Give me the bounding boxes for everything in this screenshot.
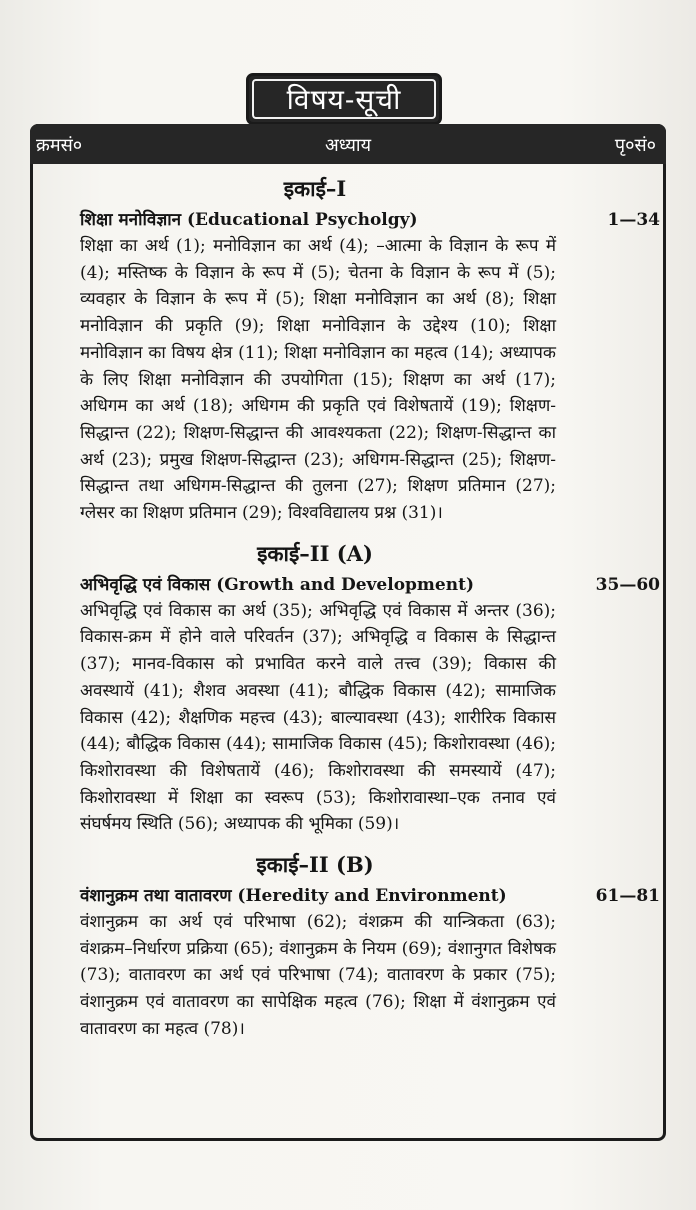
chapter-topics: शिक्षा का अर्थ (1); मनोविज्ञान का अर्थ (4); –आत्मा के विज्ञान के रूप में (4); मस्तिष्क के विज्ञान के रूप में (5); चेतना के विज्ञान के रूप में (5); व्यवहार के विज्ञान के रूप में (5); शिक्षा मनोविज्ञान का अर्थ (8); शिक्षा मनोविज्ञान की प्रकृति (9); शिक्षा मनोविज्ञान के उद्देश्य (10); शिक्षा मनोविज्ञान का विषय क्षेत्र (11); शिक्षा मनोविज्ञान का महत्व (14); अध्यापक के लिए शिक्षा मनोविज्ञान की उपयोगिता (15); शिक्षण का अर्थ (17); अधिगम का अर्थ (18); अधिगम की प्रकृति एवं विशेषतायें (19); शिक्षण-सिद्धान्त (22); शिक्षण-सिद्धान्त की आवश्यकता (22); शिक्षण-सिद्धान्त का अर्थ (23); प्रमुख शिक्षण-सिद्धान्त (23); अधिगम-सिद्धान्त (25); शिक्षण-सिद्धान्त तथा अधिगम-सिद्धान्त की तुलना (27); शिक्षण प्रतिमान (27); ग्लेसर का शिक्षण प्रतिमान (29); विश्वविद्यालय प्रश्न (31)। [80,236,556,524]
unit-section-2a [80,535,660,838]
chapter-page-range: 1—34 [607,210,660,230]
chapter-title: वंशानुक्रम तथा वातावरण (Heredity and Environment) [80,886,507,907]
unit-section-2b [80,846,660,1043]
chapter-topics: अभिवृद्धि एवं विकास का अर्थ (35); अभिवृद्धि एवं विकास में अन्तर (36); विकास-क्रम में होने वाले परिवर्तन (37); अभिवृद्धि व विकास के सिद्धान्त (37); मानव-विकास को प्रभावित करने वाले तत्त्व (39); विकास की अवस्थायें (41); शैशव अवस्था (41); बौद्धिक विकास (42); सामाजिक विकास (42); शैक्षणिक महत्त्व (43); बाल्यावस्था (43); शारीरिक विकास (44); बौद्धिक विकास (44); सामाजिक विकास (45); किशोरावस्था (46); किशोरावस्था की विशेषतायें (46); किशोरावस्था की समस्यायें (47); किशोरावस्था में शिक्षा का स्वरूप (53); किशोरावास्था–एक तनाव एवं संघर्षमय स्थिति (56); अध्यापक की भूमिका (59)। [80,600,556,835]
chapter-title-row [80,884,660,909]
chapter-topics: वंशानुक्रम का अर्थ एवं परिभाषा (62); वंशक्रम की यान्त्रिकता (63); वंशक्रम–निर्धारण प्रक्रिया (65); वंशानुक्रम के नियम (69); वंशानुगत विशेषक (73); वातावरण का अर्थ एवं परिभाषा (74); वातावरण के प्रकार (75); वंशानुक्रम एवं वातावरण का सापेक्षिक महत्व (76); शिक्षा में वंशानुक्रम एवं वातावरण का महत्व (78)। [80,912,556,1039]
spacer [80,838,660,846]
unit-heading: इकाई–II (A) [257,540,373,566]
unit-section-1 [80,170,660,527]
chapter-title: शिक्षा मनोविज्ञान (Educational Psycholgy) [80,210,418,230]
chapter-title-row [80,208,660,233]
page-column-header: पृ०सं० [614,135,656,156]
column-header-bar [30,124,666,164]
unit-heading: इकाई–I [283,176,347,201]
chapter-page-range: 61—81 [595,886,660,907]
chapter-page-range: 35—60 [595,574,660,595]
unit-heading: इकाई–II (B) [256,852,374,878]
title-banner [246,73,442,125]
spacer [80,527,660,535]
serial-column-header: क्रम‍सं० [36,135,83,156]
contents-list [80,170,660,1043]
chapter-column-header: अध्याय [324,135,372,156]
chapter-title-row [80,573,660,598]
page-title: विषय-सूची [252,79,436,119]
chapter-title: अभिवृद्धि एवं विकास (Growth and Development) [80,574,474,595]
